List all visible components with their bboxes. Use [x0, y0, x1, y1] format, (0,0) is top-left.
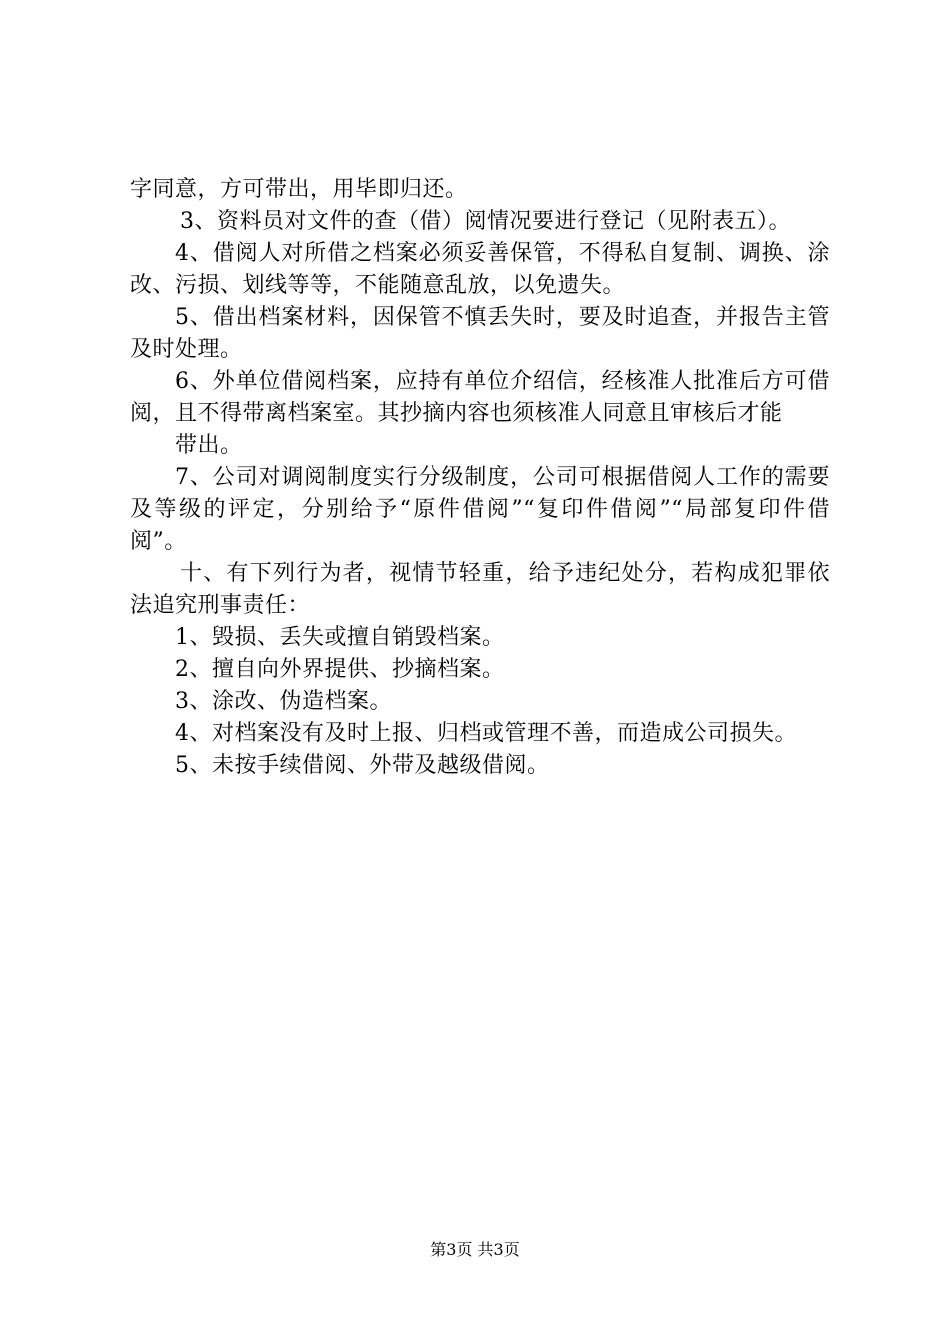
violation-item-5: 5、未按手续借阅、外带及越级借阅。 — [175, 753, 550, 778]
document-body — [130, 174, 830, 782]
paragraph-item-5: 5、借出档案材料，因保管不慎丢失时，要及时追查，并报告主管及时处理。 — [130, 305, 830, 362]
violation-item-2: 2、擅自向外界提供、抄摘档案。 — [175, 657, 505, 682]
violation-item-4: 4、对档案没有及时上报、归档或管理不善，而造成公司损失。 — [175, 721, 797, 746]
paragraph-item-4: 4、借阅人对所借之档案必须妥善保管，不得私自复制、调换、涂改、污损、划线等等，不能随意乱放，以免遗失。 — [130, 241, 830, 298]
paragraph-item-3: 3、资料员对文件的查（借）阅情况要进行登记（见附表五）。 — [180, 209, 791, 234]
section-heading-ten: 十、有下列行为者，视情节轻重，给予违纪处分，若构成犯罪依法追究刑事责任： — [130, 561, 830, 618]
violation-item-1: 1、毁损、丢失或擅自销毁档案。 — [175, 625, 505, 650]
paragraph-item-6-tail: 带出。 — [175, 433, 243, 458]
page-number-footer: 第3页 共3页 — [430, 1240, 520, 1259]
violation-item-3: 3、涂改、伪造档案。 — [175, 689, 392, 714]
paragraph-continuation: 字同意，方可带出，用毕即归还。 — [130, 177, 468, 202]
paragraph-item-6: 6、外单位借阅档案，应持有单位介绍信，经核准人批准后方可借阅，且不得带离档案室。其抄摘内容也须核准人同意且审核后才能 — [130, 369, 830, 426]
paragraph-item-7: 7、公司对调阅制度实行分级制度，公司可根据借阅人工作的需要及等级的评定，分别给予“原件借阅”“复印件借阅”“局部复印件借阅”。 — [130, 465, 830, 554]
